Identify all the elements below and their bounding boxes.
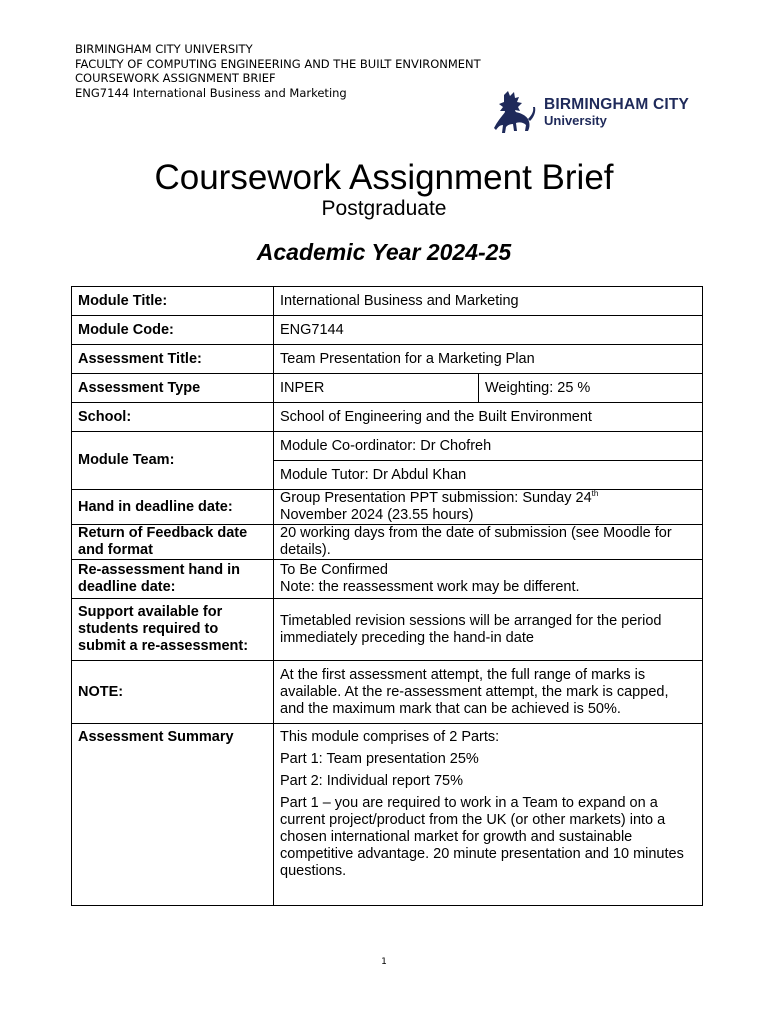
document-header [75, 42, 481, 100]
header-line-brief: COURSEWORK ASSIGNMENT BRIEF [75, 71, 276, 85]
assessment-summary-label: Assessment Summary [72, 724, 274, 906]
table-row [72, 316, 703, 345]
hand-in-date-text: Group Presentation PPT submission: Sunday 24 [280, 490, 592, 506]
summary-paragraph: Part 2: Individual report 75% [280, 773, 463, 789]
summary-paragraph: This module comprises of 2 Parts: [280, 729, 500, 745]
table-row [72, 490, 703, 525]
assessment-title-label: Assessment Title: [72, 345, 274, 374]
school-label: School: [72, 403, 274, 432]
ordinal-suffix: th [591, 489, 599, 499]
feedback-value: 20 working days from the date of submission (see Moodle for details). [274, 525, 703, 560]
support-value: Timetabled revision sessions will be arranged for the period immediately preceding the hand-in date [274, 599, 703, 661]
hand-in-deadline-value [274, 490, 703, 525]
module-title-label: Module Title: [72, 287, 274, 316]
assessment-type-value: INPER [274, 374, 479, 403]
logo-line-1: BIRMINGHAM CITY [544, 96, 690, 113]
table-row [72, 525, 703, 560]
table-row [72, 374, 703, 403]
table-row [72, 599, 703, 661]
feedback-label: Return of Feedback date and format [72, 525, 274, 560]
reassessment-label: Re-assessment hand in deadline date: [72, 560, 274, 599]
module-code-value: ENG7144 [274, 316, 703, 345]
academic-year: Academic Year 2024-25 [256, 239, 512, 265]
header-line-faculty: FACULTY OF COMPUTING ENGINEERING AND THE BUILT ENVIRONMENT [75, 56, 481, 71]
summary-paragraph: Part 1: Team presentation 25% [280, 751, 479, 767]
lion-crest-icon [490, 89, 536, 135]
module-coordinator-value: Module Co-ordinator: Dr Chofreh [274, 432, 703, 461]
logo-wordmark [544, 96, 689, 128]
note-label: NOTE: [72, 661, 274, 724]
logo-line-2: University [544, 113, 607, 128]
reassessment-date: To Be Confirmed [280, 562, 388, 578]
table-row [72, 345, 703, 374]
assessment-summary-value [274, 724, 703, 906]
weighting-value: Weighting: 25 % [479, 374, 703, 403]
module-tutor-value: Module Tutor: Dr Abdul Khan [274, 461, 703, 490]
module-code-label: Module Code: [72, 316, 274, 345]
support-label: Support available for students required to submit a re-assessment: [72, 599, 274, 661]
table-row [72, 661, 703, 724]
document-subtitle: Postgraduate [321, 197, 447, 220]
hand-in-date-text-2: November 2024 (23.55 hours) [280, 507, 474, 523]
table-row [72, 432, 703, 461]
hand-in-deadline-label: Hand in deadline date: [72, 490, 274, 525]
assessment-title-value: Team Presentation for a Marketing Plan [274, 345, 703, 374]
assignment-details-table [71, 286, 703, 906]
table-row [72, 403, 703, 432]
module-team-label: Module Team: [72, 432, 274, 490]
university-logo [490, 86, 704, 138]
module-title-value: International Business and Marketing [274, 287, 703, 316]
reassessment-note: Note: the reassessment work may be different. [280, 579, 580, 595]
table-row [72, 560, 703, 599]
header-line-university: BIRMINGHAM CITY UNIVERSITY [75, 42, 253, 56]
document-title: Coursework Assignment Brief [154, 158, 614, 197]
table-row [72, 287, 703, 316]
reassessment-value [274, 560, 703, 599]
summary-paragraph: Part 1 – you are required to work in a Team to expand on a current project/product from the UK (or other markets) into a chosen international market for growth and sustainable competitive advantage. 20 minute presentation and 10 minutes questions. [280, 795, 684, 879]
school-value: School of Engineering and the Built Environment [274, 403, 703, 432]
note-value: At the first assessment attempt, the full range of marks is available. At the re-assessment attempt, the mark is capped, and the maximum mark that can be achieved is 50%. [274, 661, 703, 724]
table-row [72, 724, 703, 906]
page-number: 1 [381, 957, 387, 967]
assessment-type-label: Assessment Type [72, 374, 274, 403]
header-line-module: ENG7144 International Business and Marketing [75, 85, 347, 100]
